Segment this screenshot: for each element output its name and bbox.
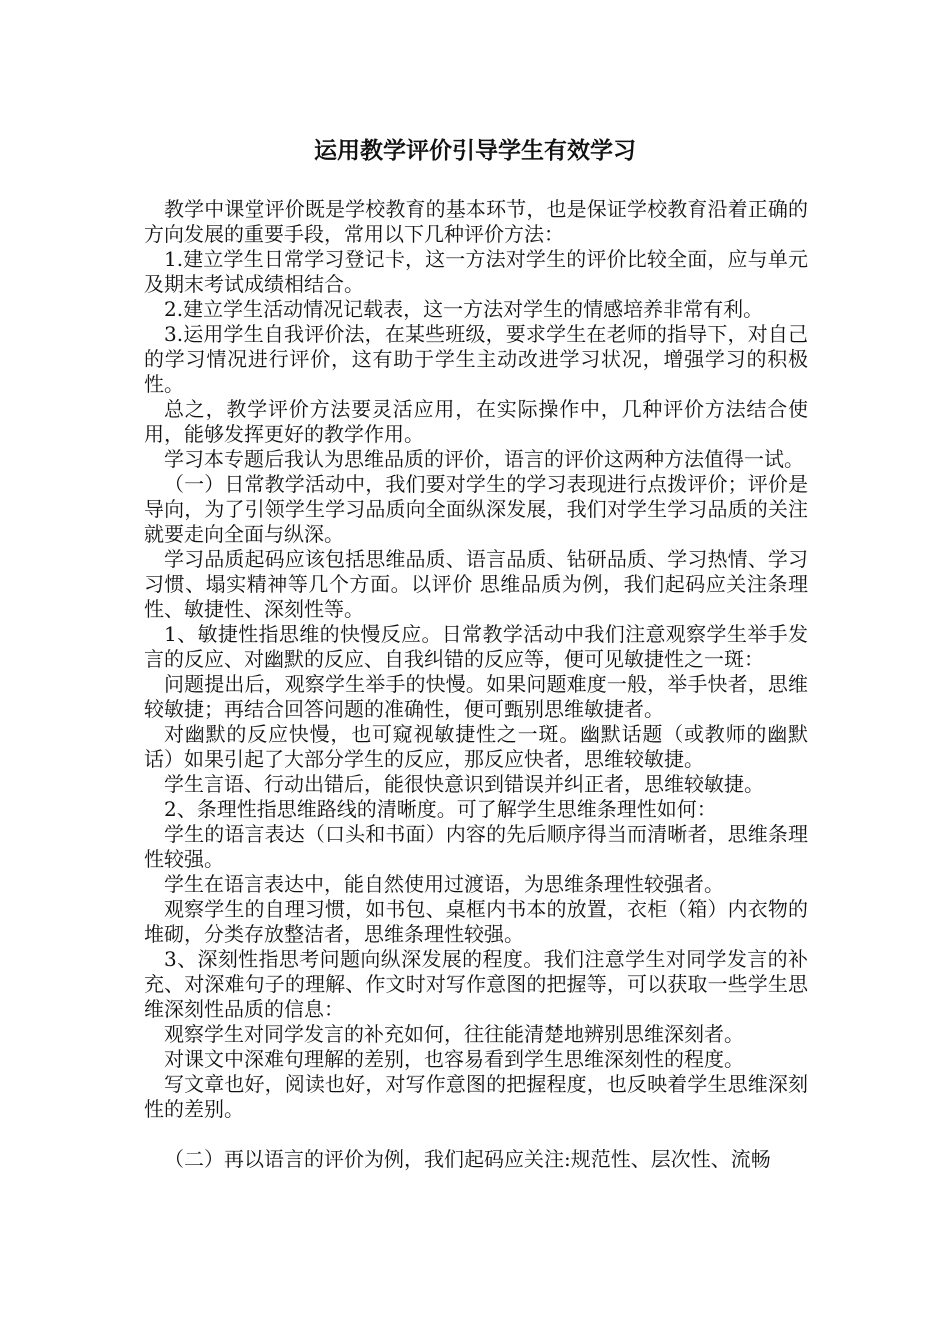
paragraph-summary: 总之，教学评价方法要灵活应用，在实际操作中，几种评价方法结合使用，能够发挥更好的教学作用。 (144, 397, 808, 446)
paragraph-depth: 3、深刻性指思考问题向纵深发展的程度。我们注意学生对同学发言的补充、对深难句子的理解、作文时对写作意图的把握等，可以获取一些学生思维深刻性品质的信息： (144, 947, 808, 1021)
paragraph-logic-a: 学生的语言表达（口头和书面）内容的先后顺序得当而清晰者，思维条理性较强。 (144, 822, 808, 871)
paragraph-section-1: （一）日常教学活动中，我们要对学生的学习表现进行点拨评价；评价是导向，为了引领学生学习品质向全面纵深发展，我们对学生学习品质的关注就要走向全面与纵深。 (144, 472, 808, 546)
paragraph-depth-a: 观察学生对同学发言的补充如何，往往能清楚地辨别思维深刻者。 (164, 1022, 744, 1046)
paragraph-depth-c: 写文章也好，阅读也好，对写作意图的把握程度，也反映着学生思维深刻性的差别。 (144, 1072, 808, 1121)
paragraph-agility-a: 问题提出后，观察学生举手的快慢。如果问题难度一般，举手快者，思维较敏捷；再结合回答问题的准确性，便可甄别思维敏捷者。 (144, 672, 808, 721)
paragraph-method-2: 2.建立学生活动情况记载表，这一方法对学生的情感培养非常有利。 (164, 297, 764, 321)
paragraph-quality: 学习品质起码应该包括思维品质、语言品质、钻研品质、学习热情、学习习惯、塌实精神等几个方面。以评价 思维品质为例，我们起码应关注条理性、敏捷性、深刻性等。 (144, 547, 808, 621)
paragraph-agility-b: 对幽默的反应快慢，也可窥视敏捷性之一斑。幽默话题（或教师的幽默话）如果引起了大部分学生的反应，那反应快者，思维较敏捷。 (144, 722, 808, 771)
paragraph-agility: 1、敏捷性指思维的快慢反应。日常教学活动中我们注意观察学生举手发言的反应、对幽默的反应、自我纠错的反应等，便可见敏捷性之一斑： (144, 622, 808, 671)
paragraph-logic: 2、条理性指思维路线的清晰度。可了解学生思维条理性如何： (164, 797, 717, 821)
paragraph-reflection: 学习本专题后我认为思维品质的评价，语言的评价这两种方法值得一试。 (164, 447, 804, 471)
document-body (144, 197, 808, 1172)
paragraph-logic-c: 观察学生的自理习惯，如书包、桌框内书本的放置，衣柜（箱）内衣物的堆砌，分类存放整洁者，思维条理性较强。 (144, 897, 808, 946)
paragraph-intro: 教学中课堂评价既是学校教育的基本环节，也是保证学校教育沿着正确的方向发展的重要手段，常用以下几种评价方法： (144, 197, 808, 246)
document-title: 运用教学评价引导学生有效学习 (314, 137, 636, 164)
paragraph-method-3: 3.运用学生自我评价法，在某些班级，要求学生在老师的指导下，对自己的学习情况进行评价，这有助于学生主动改进学习状况，增强学习的积极性。 (144, 322, 808, 396)
paragraph-depth-b: 对课文中深难句理解的差别，也容易看到学生思维深刻性的程度。 (164, 1047, 744, 1071)
paragraph-agility-c: 学生言语、行动出错后，能很快意识到错误并纠正者，思维较敏捷。 (164, 772, 764, 796)
paragraph-section-2: （二）再以语言的评价为例，我们起码应关注:规范性、层次性、流畅 (164, 1147, 771, 1171)
paragraph-method-1: 1.建立学生日常学习登记卡，这一方法对学生的评价比较全面，应与单元及期末考试成绩相结合。 (144, 247, 808, 296)
paragraph-logic-b: 学生在语言表达中，能自然使用过渡语，为思维条理性较强者。 (164, 872, 724, 896)
